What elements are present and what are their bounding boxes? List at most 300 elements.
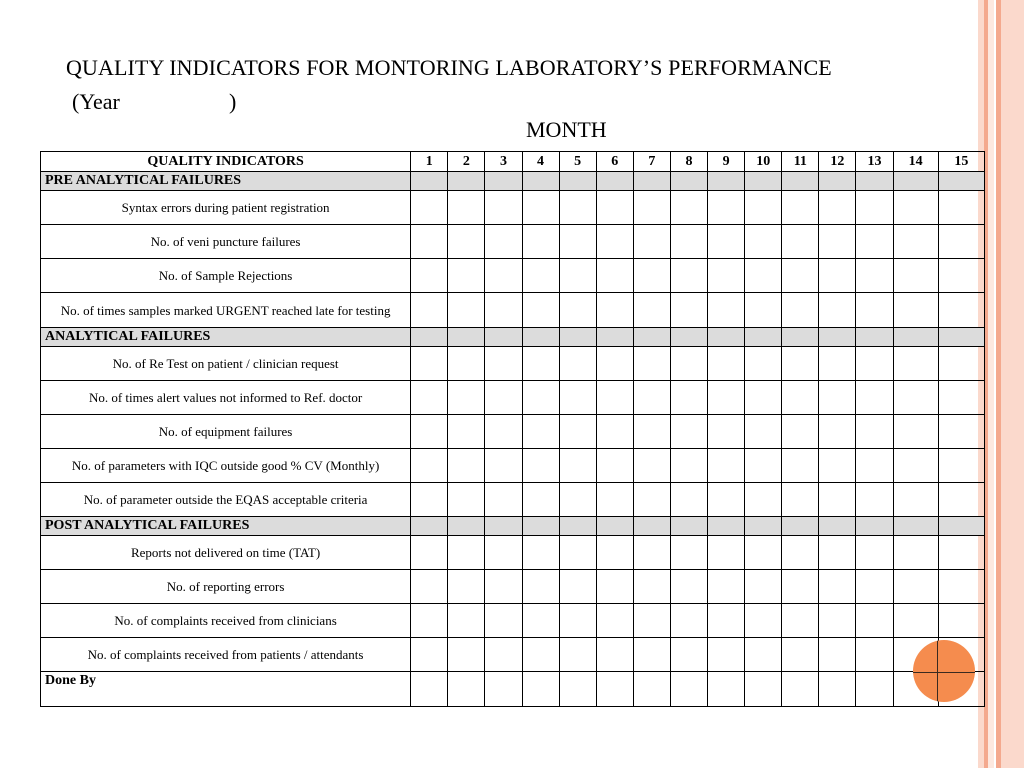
data-entry-cell[interactable]: [448, 259, 485, 293]
data-entry-cell[interactable]: [745, 449, 782, 483]
data-entry-cell[interactable]: [411, 225, 448, 259]
data-entry-cell[interactable]: [411, 293, 448, 328]
data-entry-cell[interactable]: [819, 449, 856, 483]
data-entry-cell[interactable]: [745, 225, 782, 259]
data-entry-cell[interactable]: [411, 536, 448, 570]
data-entry-cell[interactable]: [633, 672, 670, 707]
data-entry-cell[interactable]: [745, 638, 782, 672]
data-entry-cell[interactable]: [856, 536, 893, 570]
section-filler-cell: [596, 172, 633, 191]
section-filler-cell: [782, 517, 819, 536]
data-entry-cell[interactable]: [411, 638, 448, 672]
data-entry-cell[interactable]: [708, 293, 745, 328]
data-entry-cell[interactable]: [633, 449, 670, 483]
data-entry-cell[interactable]: [893, 381, 938, 415]
data-entry-cell[interactable]: [596, 638, 633, 672]
section-filler-cell: [856, 172, 893, 191]
data-entry-cell[interactable]: [485, 225, 522, 259]
data-entry-cell[interactable]: [411, 347, 448, 381]
data-entry-cell[interactable]: [633, 415, 670, 449]
month-column-header: 7: [633, 152, 670, 172]
section-filler-cell: [522, 172, 559, 191]
data-entry-cell[interactable]: [596, 604, 633, 638]
section-filler-cell: [670, 328, 707, 347]
table-row: [41, 483, 985, 517]
section-filler-cell: [893, 517, 938, 536]
data-entry-cell[interactable]: [522, 381, 559, 415]
done-by-label: Done By: [41, 672, 411, 707]
section-row: [41, 172, 985, 191]
data-entry-cell[interactable]: [782, 672, 819, 707]
data-entry-cell[interactable]: [708, 672, 745, 707]
indicator-label: No. of Sample Rejections: [41, 259, 411, 293]
month-column-header: 3: [485, 152, 522, 172]
data-entry-cell[interactable]: [633, 191, 670, 225]
circle-grid-line: [937, 640, 938, 702]
data-entry-cell[interactable]: [522, 259, 559, 293]
data-entry-cell[interactable]: [670, 604, 707, 638]
data-entry-cell[interactable]: [745, 293, 782, 328]
data-entry-cell[interactable]: [559, 638, 596, 672]
data-entry-cell[interactable]: [708, 570, 745, 604]
data-entry-cell[interactable]: [938, 225, 984, 259]
data-entry-cell[interactable]: [522, 449, 559, 483]
month-column-header: 11: [782, 152, 819, 172]
data-entry-cell[interactable]: [522, 293, 559, 328]
quality-indicators-table: [40, 151, 985, 707]
data-entry-cell[interactable]: [522, 225, 559, 259]
data-entry-cell[interactable]: [596, 570, 633, 604]
section-filler-cell: [411, 517, 448, 536]
table-header-row: [41, 152, 985, 172]
data-entry-cell[interactable]: [670, 536, 707, 570]
data-entry-cell[interactable]: [522, 604, 559, 638]
data-entry-cell[interactable]: [708, 483, 745, 517]
section-filler-cell: [448, 172, 485, 191]
data-entry-cell[interactable]: [596, 415, 633, 449]
data-entry-cell[interactable]: [559, 672, 596, 707]
data-entry-cell[interactable]: [559, 347, 596, 381]
section-filler-cell: [893, 172, 938, 191]
data-entry-cell[interactable]: [782, 638, 819, 672]
data-entry-cell[interactable]: [893, 483, 938, 517]
month-column-header: 10: [745, 152, 782, 172]
section-filler-cell: [633, 517, 670, 536]
data-entry-cell[interactable]: [411, 259, 448, 293]
section-filler-cell: [938, 172, 984, 191]
data-entry-cell[interactable]: [522, 415, 559, 449]
indicator-label: No. of complaints received from clinicians: [41, 604, 411, 638]
data-entry-cell[interactable]: [745, 347, 782, 381]
data-entry-cell[interactable]: [670, 638, 707, 672]
data-entry-cell[interactable]: [485, 483, 522, 517]
data-entry-cell[interactable]: [938, 347, 984, 381]
indicator-label: Reports not delivered on time (TAT): [41, 536, 411, 570]
data-entry-cell[interactable]: [633, 347, 670, 381]
decorative-stripe: [988, 0, 994, 768]
section-title: PRE ANALYTICAL FAILURES: [41, 172, 411, 191]
section-filler-cell: [708, 172, 745, 191]
section-filler-cell: [522, 517, 559, 536]
data-entry-cell[interactable]: [893, 347, 938, 381]
data-entry-cell[interactable]: [522, 347, 559, 381]
data-entry-cell[interactable]: [633, 483, 670, 517]
data-entry-cell[interactable]: [782, 347, 819, 381]
data-entry-cell[interactable]: [633, 381, 670, 415]
data-entry-cell[interactable]: [782, 570, 819, 604]
year-open-label: (Year: [72, 89, 120, 114]
data-entry-cell[interactable]: [856, 381, 893, 415]
section-title: ANALYTICAL FAILURES: [41, 328, 411, 347]
data-entry-cell[interactable]: [559, 570, 596, 604]
table-row: [41, 536, 985, 570]
data-entry-cell[interactable]: [633, 293, 670, 328]
data-entry-cell[interactable]: [938, 381, 984, 415]
data-entry-cell[interactable]: [819, 570, 856, 604]
data-entry-cell[interactable]: [819, 259, 856, 293]
done-by-row: [41, 672, 985, 707]
indicator-column-header: QUALITY INDICATORS: [41, 152, 411, 172]
indicator-label: No. of parameter outside the EQAS acceptable criteria: [41, 483, 411, 517]
data-entry-cell[interactable]: [856, 225, 893, 259]
data-entry-cell[interactable]: [819, 381, 856, 415]
data-entry-cell[interactable]: [782, 191, 819, 225]
data-entry-cell[interactable]: [745, 672, 782, 707]
data-entry-cell[interactable]: [938, 483, 984, 517]
indicator-label: No. of parameters with IQC outside good % CV (Monthly): [41, 449, 411, 483]
section-filler-cell: [819, 172, 856, 191]
data-entry-cell[interactable]: [819, 293, 856, 328]
data-entry-cell[interactable]: [485, 638, 522, 672]
data-entry-cell[interactable]: [782, 225, 819, 259]
data-entry-cell[interactable]: [596, 191, 633, 225]
data-entry-cell[interactable]: [522, 536, 559, 570]
data-entry-cell[interactable]: [708, 604, 745, 638]
data-entry-cell[interactable]: [670, 191, 707, 225]
data-entry-cell[interactable]: [522, 570, 559, 604]
data-entry-cell[interactable]: [559, 449, 596, 483]
data-entry-cell[interactable]: [856, 191, 893, 225]
section-filler-cell: [893, 328, 938, 347]
section-filler-cell: [411, 172, 448, 191]
data-entry-cell[interactable]: [819, 225, 856, 259]
data-entry-cell[interactable]: [938, 570, 984, 604]
data-entry-cell[interactable]: [411, 381, 448, 415]
data-entry-cell[interactable]: [596, 381, 633, 415]
indicator-label: No. of veni puncture failures: [41, 225, 411, 259]
data-entry-cell[interactable]: [745, 191, 782, 225]
section-filler-cell: [448, 517, 485, 536]
data-entry-cell[interactable]: [522, 191, 559, 225]
data-entry-cell[interactable]: [448, 570, 485, 604]
data-entry-cell[interactable]: [745, 570, 782, 604]
data-entry-cell[interactable]: [670, 225, 707, 259]
section-filler-cell: [708, 328, 745, 347]
section-filler-cell: [819, 517, 856, 536]
data-entry-cell[interactable]: [938, 415, 984, 449]
data-entry-cell[interactable]: [819, 672, 856, 707]
data-entry-cell[interactable]: [938, 191, 984, 225]
section-filler-cell: [745, 328, 782, 347]
section-filler-cell: [819, 328, 856, 347]
section-filler-cell: [485, 172, 522, 191]
data-entry-cell[interactable]: [559, 536, 596, 570]
data-entry-cell[interactable]: [938, 604, 984, 638]
section-filler-cell: [745, 517, 782, 536]
indicator-label: No. of times alert values not informed to Ref. doctor: [41, 381, 411, 415]
data-entry-cell[interactable]: [485, 570, 522, 604]
data-entry-cell[interactable]: [819, 604, 856, 638]
data-entry-cell[interactable]: [485, 672, 522, 707]
data-entry-cell[interactable]: [411, 191, 448, 225]
data-entry-cell[interactable]: [893, 191, 938, 225]
data-entry-cell[interactable]: [559, 381, 596, 415]
section-title: POST ANALYTICAL FAILURES: [41, 517, 411, 536]
section-filler-cell: [559, 172, 596, 191]
data-entry-cell[interactable]: [448, 225, 485, 259]
data-entry-cell[interactable]: [411, 570, 448, 604]
data-entry-cell[interactable]: [893, 449, 938, 483]
data-entry-cell[interactable]: [856, 570, 893, 604]
data-entry-cell[interactable]: [782, 259, 819, 293]
data-entry-cell[interactable]: [596, 293, 633, 328]
decorative-stripe: [1001, 0, 1024, 768]
data-entry-cell[interactable]: [670, 672, 707, 707]
section-row: [41, 328, 985, 347]
indicator-label: No. of Re Test on patient / clinician request: [41, 347, 411, 381]
data-entry-cell[interactable]: [596, 259, 633, 293]
data-entry-cell[interactable]: [782, 381, 819, 415]
data-entry-cell[interactable]: [856, 672, 893, 707]
table-row: [41, 381, 985, 415]
section-filler-cell: [633, 172, 670, 191]
data-entry-cell[interactable]: [782, 449, 819, 483]
data-entry-cell[interactable]: [633, 570, 670, 604]
month-label: MONTH: [526, 117, 607, 142]
data-entry-cell[interactable]: [633, 604, 670, 638]
data-entry-cell[interactable]: [485, 259, 522, 293]
table-row: [41, 293, 985, 328]
data-entry-cell[interactable]: [633, 638, 670, 672]
data-entry-cell[interactable]: [938, 293, 984, 328]
table-row: [41, 570, 985, 604]
table-row: [41, 415, 985, 449]
section-filler-cell: [782, 328, 819, 347]
data-entry-cell[interactable]: [522, 638, 559, 672]
data-entry-cell[interactable]: [708, 638, 745, 672]
data-entry-cell[interactable]: [782, 536, 819, 570]
data-entry-cell[interactable]: [856, 415, 893, 449]
data-entry-cell[interactable]: [448, 381, 485, 415]
month-column-header: 6: [596, 152, 633, 172]
data-entry-cell[interactable]: [708, 191, 745, 225]
data-entry-cell[interactable]: [893, 604, 938, 638]
data-entry-cell[interactable]: [485, 191, 522, 225]
section-filler-cell: [596, 517, 633, 536]
data-entry-cell[interactable]: [411, 449, 448, 483]
indicator-label: No. of equipment failures: [41, 415, 411, 449]
data-entry-cell[interactable]: [782, 604, 819, 638]
data-entry-cell[interactable]: [745, 381, 782, 415]
data-entry-cell[interactable]: [708, 449, 745, 483]
data-entry-cell[interactable]: [670, 259, 707, 293]
data-entry-cell[interactable]: [670, 347, 707, 381]
section-filler-cell: [559, 328, 596, 347]
data-entry-cell[interactable]: [856, 259, 893, 293]
data-entry-cell[interactable]: [893, 225, 938, 259]
data-entry-cell[interactable]: [411, 672, 448, 707]
data-entry-cell[interactable]: [708, 347, 745, 381]
data-entry-cell[interactable]: [559, 191, 596, 225]
data-entry-cell[interactable]: [448, 293, 485, 328]
data-entry-cell[interactable]: [559, 415, 596, 449]
data-entry-cell[interactable]: [670, 449, 707, 483]
data-entry-cell[interactable]: [633, 225, 670, 259]
data-entry-cell[interactable]: [938, 536, 984, 570]
data-entry-cell[interactable]: [782, 415, 819, 449]
data-entry-cell[interactable]: [448, 415, 485, 449]
indicator-label: No. of times samples marked URGENT reached late for testing: [41, 293, 411, 328]
data-entry-cell[interactable]: [819, 347, 856, 381]
data-entry-cell[interactable]: [745, 604, 782, 638]
data-entry-cell[interactable]: [559, 483, 596, 517]
data-entry-cell[interactable]: [559, 225, 596, 259]
data-entry-cell[interactable]: [522, 483, 559, 517]
data-entry-cell[interactable]: [448, 449, 485, 483]
year-line: [72, 89, 237, 115]
data-entry-cell[interactable]: [893, 259, 938, 293]
section-row: [41, 517, 985, 536]
section-filler-cell: [856, 517, 893, 536]
data-entry-cell[interactable]: [522, 672, 559, 707]
data-entry-cell[interactable]: [670, 483, 707, 517]
data-entry-cell[interactable]: [559, 259, 596, 293]
data-entry-cell[interactable]: [708, 381, 745, 415]
section-filler-cell: [633, 328, 670, 347]
data-entry-cell[interactable]: [559, 604, 596, 638]
table-row: [41, 191, 985, 225]
table-row: [41, 259, 985, 293]
data-entry-cell[interactable]: [938, 449, 984, 483]
table-row: [41, 638, 985, 672]
data-entry-cell[interactable]: [596, 536, 633, 570]
data-entry-cell[interactable]: [559, 293, 596, 328]
data-entry-cell[interactable]: [708, 225, 745, 259]
month-column-header: 1: [411, 152, 448, 172]
data-entry-cell[interactable]: [448, 191, 485, 225]
circle-grid-line: [913, 672, 975, 673]
section-filler-cell: [708, 517, 745, 536]
data-entry-cell[interactable]: [596, 347, 633, 381]
data-entry-cell[interactable]: [485, 415, 522, 449]
month-column-header: 5: [559, 152, 596, 172]
data-entry-cell[interactable]: [745, 415, 782, 449]
data-entry-cell[interactable]: [596, 449, 633, 483]
data-entry-cell[interactable]: [448, 604, 485, 638]
data-entry-cell[interactable]: [893, 415, 938, 449]
data-entry-cell[interactable]: [856, 449, 893, 483]
data-entry-cell[interactable]: [856, 483, 893, 517]
data-entry-cell[interactable]: [708, 259, 745, 293]
data-entry-cell[interactable]: [708, 536, 745, 570]
data-entry-cell[interactable]: [670, 570, 707, 604]
data-entry-cell[interactable]: [485, 347, 522, 381]
page-title: QUALITY INDICATORS FOR MONTORING LABORATORY’S PERFORMANCE: [66, 55, 832, 80]
data-entry-cell[interactable]: [745, 536, 782, 570]
data-entry-cell[interactable]: [819, 638, 856, 672]
data-entry-cell[interactable]: [819, 415, 856, 449]
data-entry-cell[interactable]: [670, 381, 707, 415]
data-entry-cell[interactable]: [819, 483, 856, 517]
section-filler-cell: [670, 172, 707, 191]
month-column-header: 9: [708, 152, 745, 172]
section-filler-cell: [411, 328, 448, 347]
data-entry-cell[interactable]: [633, 536, 670, 570]
data-entry-cell[interactable]: [485, 604, 522, 638]
data-entry-cell[interactable]: [448, 347, 485, 381]
data-entry-cell[interactable]: [819, 191, 856, 225]
month-column-header: 15: [938, 152, 984, 172]
section-filler-cell: [938, 517, 984, 536]
data-entry-cell[interactable]: [782, 293, 819, 328]
data-entry-cell[interactable]: [485, 449, 522, 483]
data-entry-cell[interactable]: [485, 381, 522, 415]
year-close-label: ): [229, 89, 237, 114]
data-entry-cell[interactable]: [819, 536, 856, 570]
section-filler-cell: [559, 517, 596, 536]
data-entry-cell[interactable]: [670, 293, 707, 328]
data-entry-cell[interactable]: [596, 225, 633, 259]
data-entry-cell[interactable]: [411, 604, 448, 638]
data-entry-cell[interactable]: [893, 536, 938, 570]
data-entry-cell[interactable]: [448, 483, 485, 517]
data-entry-cell[interactable]: [670, 415, 707, 449]
section-filler-cell: [938, 328, 984, 347]
data-entry-cell[interactable]: [856, 293, 893, 328]
data-entry-cell[interactable]: [485, 293, 522, 328]
section-filler-cell: [522, 328, 559, 347]
table-row: [41, 449, 985, 483]
data-entry-cell[interactable]: [633, 259, 670, 293]
data-entry-cell[interactable]: [745, 483, 782, 517]
data-entry-cell[interactable]: [938, 259, 984, 293]
data-entry-cell[interactable]: [856, 604, 893, 638]
data-entry-cell[interactable]: [411, 415, 448, 449]
data-entry-cell[interactable]: [448, 638, 485, 672]
data-entry-cell[interactable]: [448, 672, 485, 707]
data-entry-cell[interactable]: [893, 293, 938, 328]
data-entry-cell[interactable]: [893, 570, 938, 604]
indicator-label: Syntax errors during patient registration: [41, 191, 411, 225]
section-filler-cell: [448, 328, 485, 347]
data-entry-cell[interactable]: [485, 536, 522, 570]
decorative-orange-circle: [913, 640, 975, 702]
data-entry-cell[interactable]: [596, 672, 633, 707]
data-entry-cell[interactable]: [708, 415, 745, 449]
data-entry-cell[interactable]: [596, 483, 633, 517]
indicator-label: No. of reporting errors: [41, 570, 411, 604]
data-entry-cell[interactable]: [448, 536, 485, 570]
data-entry-cell[interactable]: [782, 483, 819, 517]
data-entry-cell[interactable]: [856, 347, 893, 381]
table-row: [41, 225, 985, 259]
section-filler-cell: [485, 517, 522, 536]
data-entry-cell[interactable]: [411, 483, 448, 517]
month-column-header: 2: [448, 152, 485, 172]
data-entry-cell[interactable]: [745, 259, 782, 293]
section-filler-cell: [596, 328, 633, 347]
data-entry-cell[interactable]: [856, 638, 893, 672]
